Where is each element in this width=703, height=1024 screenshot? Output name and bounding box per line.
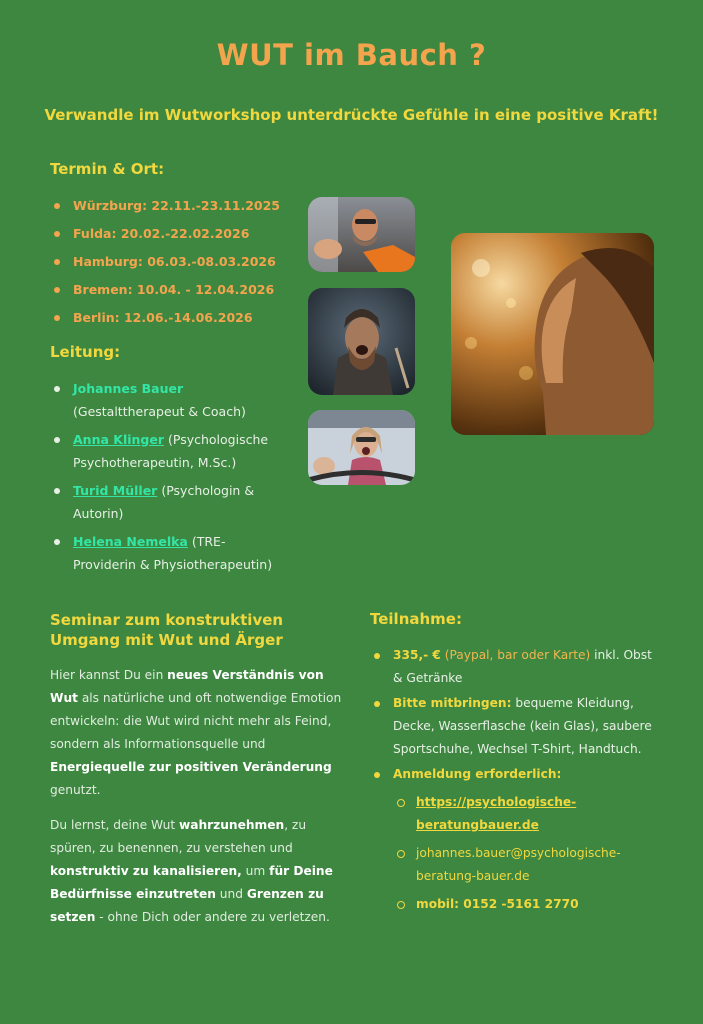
contact-list	[393, 791, 660, 916]
anmeldung-item: Anmeldung erforderlich: https://psychologische-beratungbauer.de johannes.bauer@psychologische-beratung-bauer.de mobil: 0152 -5161 2770	[370, 763, 660, 916]
leitung-name-link[interactable]: Anna Klinger	[73, 432, 165, 447]
leitung-item	[50, 377, 280, 423]
leitung-desc: (Psychologische Psychotherapeutin, M.Sc.)	[73, 432, 269, 470]
termin-item: Würzburg: 22.11.-23.11.2025	[50, 197, 310, 225]
calm-woman-sunlight-photo	[451, 233, 654, 435]
leitung-item	[50, 428, 280, 474]
roaring-warrior-photo	[308, 288, 415, 395]
leitung-item	[50, 530, 280, 576]
website-link[interactable]: https://psychologische-beratungbauer.de	[416, 795, 577, 832]
teilnahme-heading: Teilnahme:	[370, 610, 462, 628]
termin-item: Hamburg: 06.03.-08.03.2026	[50, 253, 310, 281]
teilnahme-list	[370, 644, 660, 921]
leitung-list	[50, 377, 280, 581]
bring-item: Bitte mitbringen: bequeme Kleidung, Decke, Wasserflasche (kein Glas), saubere Sportschuhe, Wechsel T-Shirt, Handtuch.	[370, 692, 660, 761]
seminar-paragraph-1: Hier kannst Du ein neues Verständnis von Wut als natürliche und oft notwendige Emotion entwickeln: die Wut wird nicht mehr als Feind, sondern als Informationsquelle und Energiequelle zur positiven Veränderung genutzt.	[50, 668, 342, 797]
page-subtitle: Verwandle im Wutworkshop unterdrückte Gefühle in eine positive Kraft!	[44, 106, 659, 124]
termin-item: Fulda: 20.02.-22.02.2026	[50, 225, 310, 253]
leitung-name-link[interactable]: Helena Nemelka	[73, 534, 188, 549]
leitung-desc: (Gestalttherapeut & Coach)	[73, 404, 246, 419]
termine-list	[50, 197, 310, 337]
leitung-name: Johannes Bauer	[73, 381, 184, 396]
page-title: WUT im Bauch ?	[216, 38, 487, 72]
termine-heading: Termin & Ort:	[50, 160, 165, 178]
termin-item: Berlin: 12.06.-14.06.2026	[50, 309, 310, 337]
leitung-heading: Leitung:	[50, 343, 121, 361]
termin-item: Bremen: 10.04. - 12.04.2026	[50, 281, 310, 309]
contact-email[interactable]: johannes.bauer@psychologische-beratung-bauer.de	[393, 842, 660, 888]
leitung-desc: (TRE-Providerin & Physiotherapeutin)	[73, 534, 273, 572]
leitung-desc: (Psychologin & Autorin)	[73, 483, 255, 521]
price-item: 335,- € (Paypal, bar oder Karte) inkl. Obst & Getränke	[370, 644, 660, 690]
seminar-heading: Seminar zum konstruktiven Umgang mit Wut und Ärger	[50, 611, 284, 649]
seminar-paragraph-2: Du lernst, deine Wut wahrzunehmen, zu spüren, zu benennen, zu verstehen und konstruktiv zu kanalisieren, um für Deine Bedürfnisse einzutreten und Grenzen zu setzen - ohne Dich oder andere zu verletzen.	[50, 818, 333, 924]
screaming-woman-driver-photo	[308, 410, 415, 485]
contact-phone: mobil: 0152 -5161 2770	[393, 893, 660, 916]
leitung-name-link[interactable]: Turid Müller	[73, 483, 158, 498]
contact-website	[393, 791, 660, 837]
angry-driver-photo	[308, 197, 415, 272]
leitung-item	[50, 479, 280, 525]
